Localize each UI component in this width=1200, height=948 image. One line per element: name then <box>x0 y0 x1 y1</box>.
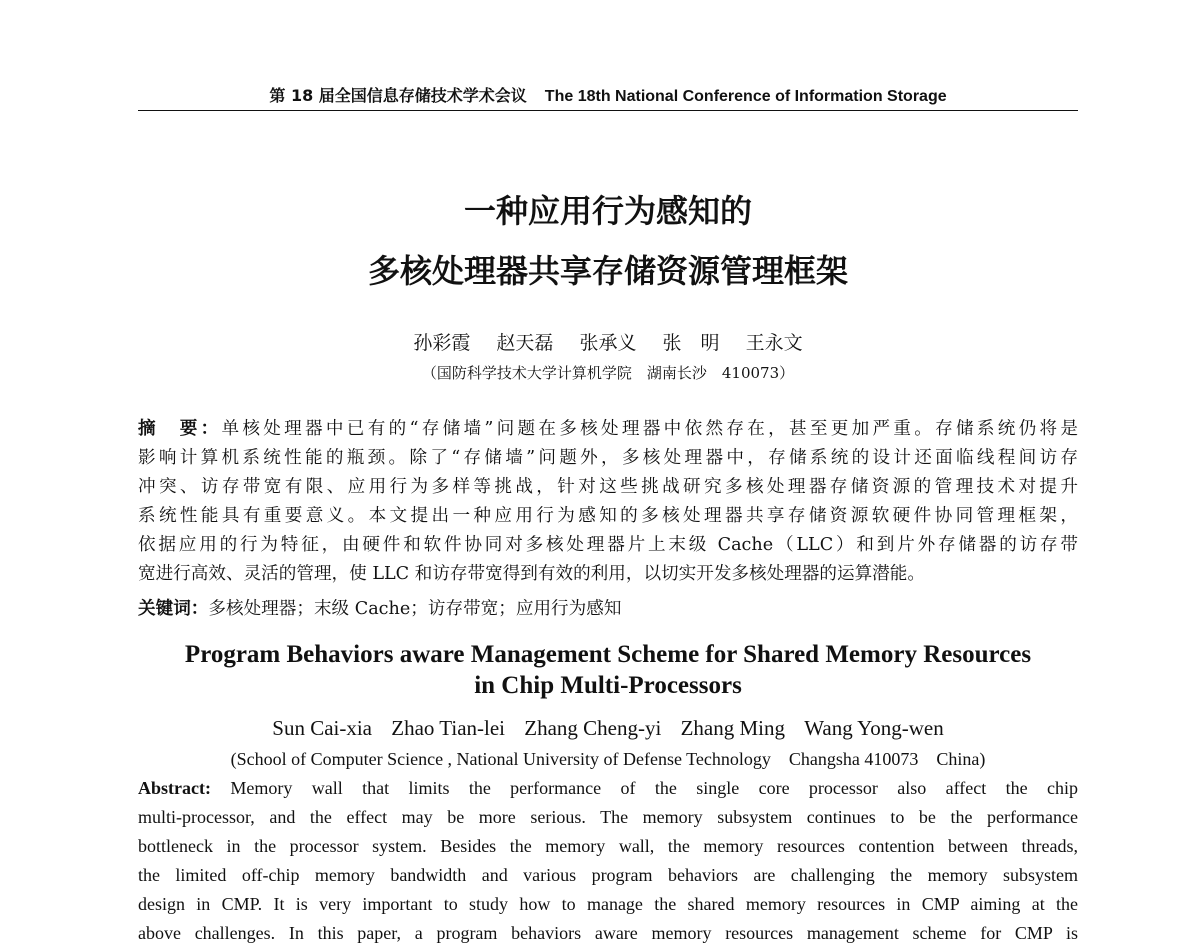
affiliation-cn: （国防科学技术大学计算机学院 湖南长沙 410073） <box>421 364 795 382</box>
abstract-en <box>138 774 1078 948</box>
header-rule <box>138 110 1078 111</box>
abstract-cn-line: 依据应用的行为特征，由硬件和软件协同对多核处理器片上末级 Cache（LLC）和到片外存储器的访存带 <box>138 535 1078 555</box>
keywords-cn-label: 关键词： <box>138 599 209 619</box>
abstract-en-line: multi-processor, and the effect may be more serious. The memory subsystem continues to be the performance <box>138 807 1078 827</box>
author-en: Zhang Cheng-yi <box>524 716 662 740</box>
author-en: Sun Cai-xia <box>272 716 373 740</box>
abstract-en-line <box>138 774 1078 803</box>
keywords-cn-text: 多核处理器；末级 Cache；访存带宽；应用行为感知 <box>208 599 622 619</box>
running-header <box>138 84 1078 108</box>
abstract-cn-text: 单核处理器中已有的“存储墙”问题在多核处理器中依然存在，甚至更加严重。存储系统仍将是 <box>221 419 1078 439</box>
title-en-line2: in Chip Multi-Processors <box>474 672 742 699</box>
author-en: Zhang Ming <box>680 716 785 740</box>
abstract-cn-line: 冲突、访存带宽有限、应用行为多样等挑战，针对这些挑战研究多核处理器存储资源的管理技术对提升 <box>138 477 1078 497</box>
title-en <box>138 639 1078 701</box>
abstract-en-line: above challenges. In this paper, a program behaviors aware memory resources management scheme for CMP is <box>138 923 1078 943</box>
abstract-cn-label: 摘 要： <box>138 419 222 439</box>
author-en: Wang Yong-wen <box>804 716 944 740</box>
author-cn: 孙彩霞 <box>413 332 471 354</box>
abstract-cn-line: 系统性能具有重要意义。本文提出一种应用行为感知的多核处理器共享存储资源软硬件协同管理框架， <box>138 506 1078 526</box>
abstract-en-line: design in CMP. It is very important to study how to manage the shared memory resources in CMP aiming at the <box>138 894 1078 914</box>
abstract-cn-line <box>138 415 1078 444</box>
abstract-en-line: bottleneck in the processor system. Besides the memory wall, the memory resources contention between threads, <box>138 836 1078 856</box>
abstract-cn-line: 影响计算机系统性能的瓶颈。除了“存储墙”问题外，多核处理器中，存储系统的设计还面临线程间访存 <box>138 448 1078 468</box>
running-header-en: The 18th National Conference of Information Storage <box>544 88 947 105</box>
abstract-cn <box>138 415 1078 589</box>
title-cn-line1: 一种应用行为感知的 <box>463 192 752 230</box>
author-cn: 赵天磊 <box>496 332 554 354</box>
author-cn: 王永文 <box>745 332 803 354</box>
abstract-en-label: Abstract: <box>138 778 211 798</box>
abstract-cn-line: 宽进行高效、灵活的管理，使 LLC 和访存带宽得到有效的利用，以切实开发多核处理器的运算潜能。 <box>138 564 925 584</box>
abstract-en-text: Memory wall that limits the performance of the single core processor also affect the chip <box>230 778 1078 798</box>
author-cn: 张承义 <box>579 332 637 354</box>
title-cn-line2: 多核处理器共享存储资源管理框架 <box>367 252 848 290</box>
author-cn: 张 明 <box>662 332 720 354</box>
authors-en <box>138 713 1078 743</box>
abstract-en-line: the limited off-chip memory bandwidth and various program behaviors are challenging the memory subsystem <box>138 865 1078 885</box>
authors-cn <box>138 330 1078 356</box>
keywords-cn <box>138 595 1078 623</box>
title-en-line1: Program Behaviors aware Management Scheme for Shared Memory Resources <box>184 641 1032 668</box>
running-header-cn: 第 18 届全国信息存储技术学术会议 <box>269 86 527 105</box>
author-en: Zhao Tian-lei <box>391 716 506 740</box>
affiliation-en: (School of Computer Science , National University of Defense Technology Changsha 410073 China) <box>230 749 986 769</box>
